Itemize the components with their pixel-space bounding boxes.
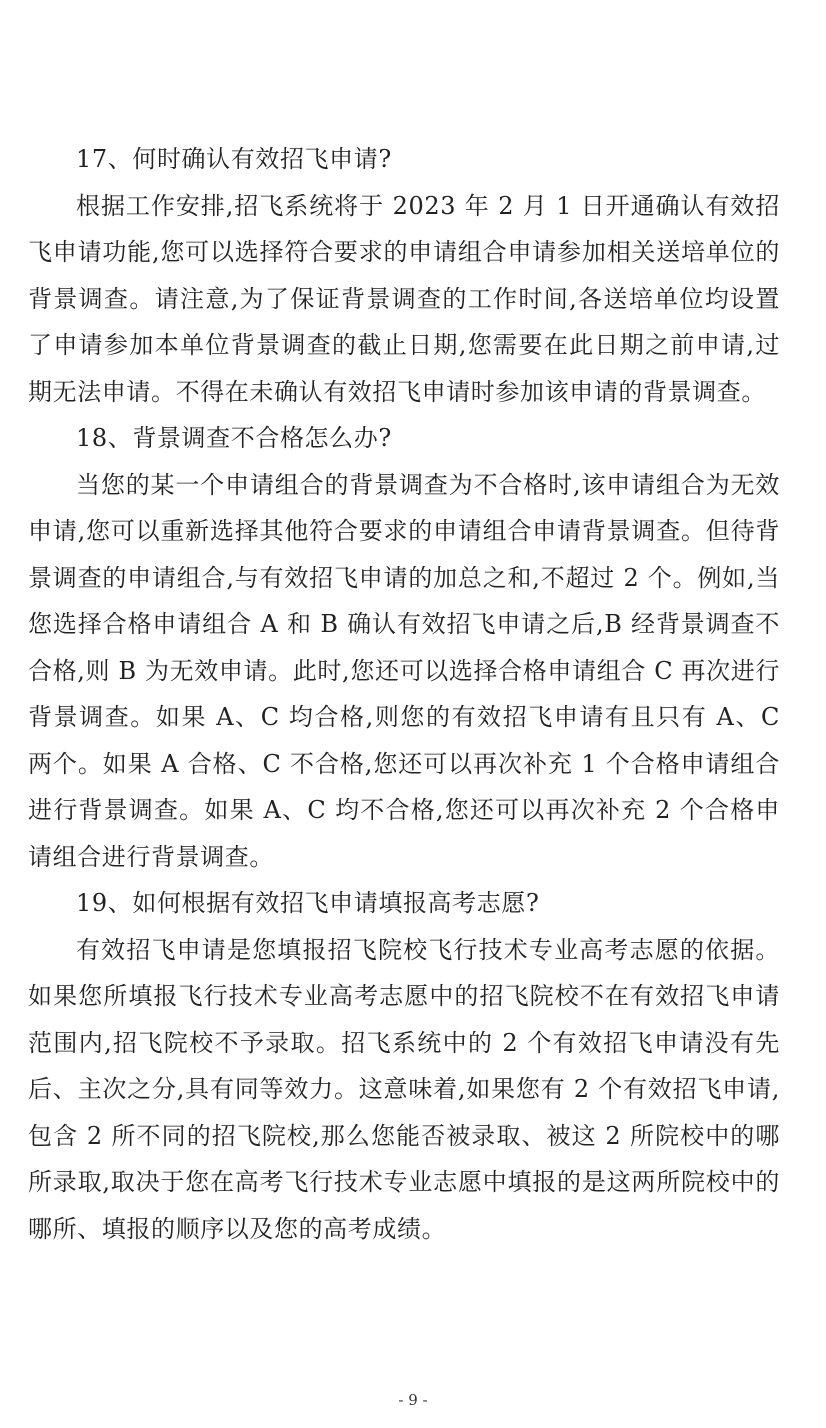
section-17-paragraph: 根据工作安排,招飞系统将于 2023 年 2 月 1 日开通确认有效招飞申请功能,您可以选择符合要求的申请组合申请参加相关送培单位的背景调查。请注意,为了保证背景调查的工作时间,各送培单位均设置了申请参加本单位背景调查的截止日期,您需要在此日期之前申请,过期无法申请。不得在未确认有效招飞申请时参加该申请的背景调查。 [28,191,780,406]
section-19-title: 19、如何根据有效招飞申请填报高考志愿? [76,889,540,917]
section-17-title: 17、何时确认有效招飞申请? [76,145,392,173]
section-18-title: 18、背景调查不合格怎么办? [76,424,392,452]
section-19-paragraph: 有效招飞申请是您填报招飞院校飞行技术专业高考志愿的依据。如果您所填报飞行技术专业高考志愿中的招飞院校不在有效招飞申请范围内,招飞院校不予录取。招飞系统中的 2 个有效招飞申请没有先后、主次之分,具有同等效力。这意味着,如果您有 2 个有效招飞申请,包含 2 所不同的招飞院校,那么您能否被录取、被这 2 所院校中的哪所录取,取决于您在高考飞行技术专业志愿中填报的是这两所院校中的哪所、填报的顺序以及您的高考成绩。 [28,935,780,1243]
page-number: - 9 - [398,1391,428,1409]
section-18-paragraph: 当您的某一个申请组合的背景调查为不合格时,该申请组合为无效申请,您可以重新选择其他符合要求的申请组合申请背景调查。但待背景调查的申请组合,与有效招飞申请的加总之和,不超过 2 个。例如,当您选择合格申请组合 A 和 B 确认有效招飞申请之后,B 经背景调查不合格,则 B 为无效申请。此时,您还可以选择合格申请组合 C 再次进行背景调查。如果 A、C 均合格,则您的有效招飞申请有且只有 A、C 两个。如果 A 合格、C 不合格,您还可以再次补充 1 个合格申请组合进行背景调查。如果 A、C 均不合格,您还可以再次补充 2 个合格申请组合进行背景调查。 [28,470,780,871]
